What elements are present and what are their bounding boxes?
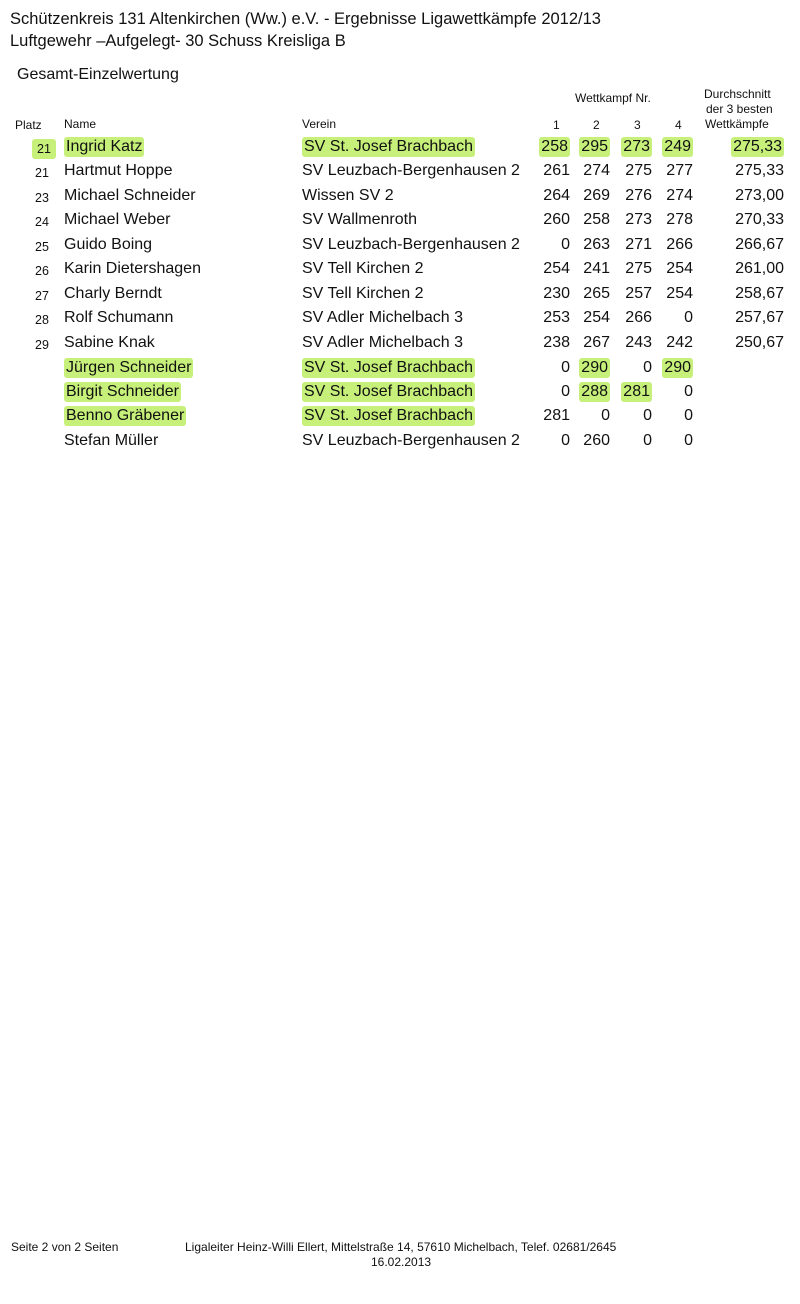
verein-cell: SV Leuzbach-Bergenhausen 2 — [302, 236, 520, 253]
avg-cell: 258,67 — [735, 285, 784, 302]
w3-cell: 0 — [643, 407, 652, 424]
name-cell: Birgit Schneider — [66, 383, 179, 400]
platz-cell: 23 — [35, 191, 49, 205]
name-cell: Michael Weber — [64, 211, 171, 228]
w4-cell: 0 — [684, 309, 693, 326]
w4-header: 4 — [675, 118, 682, 132]
table-row — [0, 235, 800, 259]
name-cell: Karin Dietershagen — [64, 260, 201, 277]
verein-cell: SV Wallmenroth — [302, 211, 417, 228]
w4-cell: 254 — [666, 260, 693, 277]
w2-cell: 254 — [583, 309, 610, 326]
table-row — [0, 137, 800, 161]
w3-cell: 0 — [643, 432, 652, 449]
w1-cell: 230 — [543, 285, 570, 302]
verein-cell: SV St. Josef Brachbach — [304, 407, 473, 424]
platz-cell: 26 — [35, 264, 49, 278]
table-row — [0, 284, 800, 308]
platz-cell: 25 — [35, 240, 49, 254]
w2-cell: 290 — [581, 359, 608, 376]
name-cell: Hartmut Hoppe — [64, 162, 173, 179]
w1-cell: 254 — [543, 260, 570, 277]
w2-cell: 295 — [581, 138, 608, 155]
w2-cell: 241 — [583, 260, 610, 277]
w1-cell: 238 — [543, 334, 570, 351]
w4-cell: 290 — [664, 359, 691, 376]
w1-cell: 281 — [543, 407, 570, 424]
name-cell: Sabine Knak — [64, 334, 155, 351]
w1-cell: 253 — [543, 309, 570, 326]
avg-cell: 275,33 — [733, 138, 782, 155]
w4-cell: 0 — [684, 407, 693, 424]
name-cell: Guido Boing — [64, 236, 153, 253]
avg-cell: 273,00 — [735, 187, 784, 204]
w2-cell: 263 — [583, 236, 610, 253]
platz-cell: 21 — [35, 166, 49, 180]
w4-cell: 274 — [666, 187, 693, 204]
platz-cell: 21 — [32, 139, 56, 159]
w4-cell: 242 — [666, 334, 693, 351]
name-cell: Stefan Müller — [64, 432, 159, 449]
w3-header: 3 — [634, 118, 641, 132]
w3-cell: 0 — [643, 359, 652, 376]
verein-cell: SV Leuzbach-Bergenhausen 2 — [302, 432, 520, 449]
platz-cell: 29 — [35, 338, 49, 352]
table-row — [0, 259, 800, 283]
w4-cell: 0 — [684, 432, 693, 449]
name-header: Name — [64, 117, 97, 131]
w4-cell: 266 — [666, 236, 693, 253]
w1-cell: 0 — [561, 432, 570, 449]
w4-cell: 277 — [666, 162, 693, 179]
avg-header-line1: Durchschnitt — [704, 87, 771, 101]
name-cell: Ingrid Katz — [66, 138, 143, 155]
platz-header: Platz — [15, 118, 42, 132]
platz-cell: 24 — [35, 215, 49, 229]
w1-header: 1 — [553, 118, 560, 132]
table-row — [0, 382, 800, 406]
wettkampf-group-header: Wettkampf Nr. — [575, 91, 651, 105]
w1-cell: 0 — [561, 236, 570, 253]
table-row — [0, 358, 800, 382]
w1-cell: 258 — [541, 138, 568, 155]
table-row — [0, 406, 800, 430]
w2-cell: 265 — [583, 285, 610, 302]
w3-cell: 273 — [625, 211, 652, 228]
table-row — [0, 431, 800, 455]
header-line1: Schützenkreis 131 Altenkirchen (Ww.) e.V. - Ergebnisse Ligawettkämpfe 2012/13 — [10, 10, 601, 28]
w4-cell: 0 — [684, 383, 693, 400]
w4-cell: 278 — [666, 211, 693, 228]
platz-cell: 27 — [35, 289, 49, 303]
verein-cell: SV Adler Michelbach 3 — [302, 334, 463, 351]
w2-cell: 267 — [583, 334, 610, 351]
section-title: Gesamt-Einzelwertung — [17, 66, 179, 83]
name-cell: Benno Gräbener — [66, 407, 185, 424]
w2-cell: 274 — [583, 162, 610, 179]
verein-cell: SV Adler Michelbach 3 — [302, 309, 463, 326]
w4-cell: 254 — [666, 285, 693, 302]
w1-cell: 0 — [561, 383, 570, 400]
w1-cell: 264 — [543, 187, 570, 204]
name-cell: Jürgen Schneider — [66, 359, 192, 376]
table-row — [0, 161, 800, 185]
footer-date: 16.02.2013 — [371, 1255, 432, 1269]
w2-cell: 258 — [583, 211, 610, 228]
name-cell: Rolf Schumann — [64, 309, 174, 326]
w4-cell: 249 — [664, 138, 691, 155]
page-number: Seite 2 von 2 Seiten — [11, 1240, 119, 1254]
table-row — [0, 210, 800, 234]
w2-header: 2 — [593, 118, 600, 132]
w3-cell: 281 — [623, 383, 650, 400]
avg-cell: 261,00 — [735, 260, 784, 277]
w3-cell: 257 — [625, 285, 652, 302]
avg-cell: 257,67 — [735, 309, 784, 326]
w2-cell: 260 — [583, 432, 610, 449]
w3-cell: 243 — [625, 334, 652, 351]
w1-cell: 260 — [543, 211, 570, 228]
w2-cell: 288 — [581, 383, 608, 400]
header-line2: Luftgewehr –Aufgelegt- 30 Schuss Kreisliga B — [10, 32, 346, 50]
avg-cell: 275,33 — [735, 162, 784, 179]
verein-cell: SV Leuzbach-Bergenhausen 2 — [302, 162, 520, 179]
verein-cell: SV Tell Kirchen 2 — [302, 285, 424, 302]
avg-header-line2: der 3 besten — [706, 102, 773, 116]
footer-contact: Ligaleiter Heinz-Willi Ellert, Mittelstraße 14, 57610 Michelbach, Telef. 02681/2645 — [185, 1240, 617, 1254]
avg-header-line3: Wettkämpfe — [705, 117, 769, 131]
table-row — [0, 333, 800, 357]
verein-cell: SV St. Josef Brachbach — [304, 138, 473, 155]
name-cell: Charly Berndt — [64, 285, 162, 302]
w3-cell: 273 — [623, 138, 650, 155]
verein-cell: Wissen SV 2 — [302, 187, 394, 204]
name-cell: Michael Schneider — [64, 187, 196, 204]
w3-cell: 275 — [625, 162, 652, 179]
verein-cell: SV St. Josef Brachbach — [304, 359, 473, 376]
w2-cell: 269 — [583, 187, 610, 204]
w1-cell: 0 — [561, 359, 570, 376]
w3-cell: 271 — [625, 236, 652, 253]
w3-cell: 275 — [625, 260, 652, 277]
verein-cell: SV St. Josef Brachbach — [304, 383, 473, 400]
avg-cell: 266,67 — [735, 236, 784, 253]
platz-cell: 28 — [35, 313, 49, 327]
avg-cell: 250,67 — [735, 334, 784, 351]
w1-cell: 261 — [543, 162, 570, 179]
table-row — [0, 186, 800, 210]
table-row — [0, 308, 800, 332]
avg-cell: 270,33 — [735, 211, 784, 228]
verein-header: Verein — [302, 117, 337, 131]
w3-cell: 276 — [625, 187, 652, 204]
verein-cell: SV Tell Kirchen 2 — [302, 260, 424, 277]
w3-cell: 266 — [625, 309, 652, 326]
w2-cell: 0 — [601, 407, 610, 424]
